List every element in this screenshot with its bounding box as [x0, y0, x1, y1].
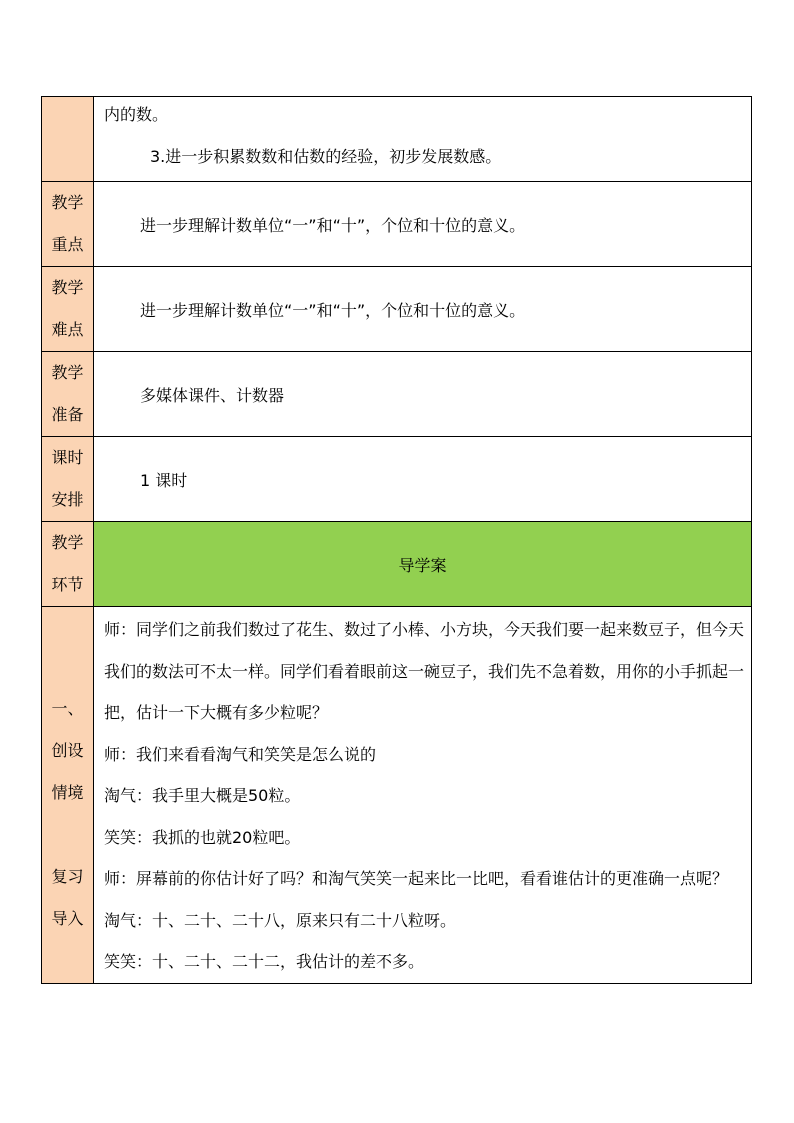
stage-row	[42, 522, 752, 607]
prep-content: 多媒体课件、计数器	[94, 352, 752, 437]
main-section-label	[42, 607, 94, 984]
paragraph-6: 淘气：十、二十、二十八，原来只有二十八粒呀。	[104, 910, 457, 930]
main-label-line-6: 导入	[51, 909, 84, 928]
objective-line-1: 内的数。	[104, 105, 169, 124]
guide-heading: 导学案	[94, 522, 752, 607]
paragraph-1: 师：同学们之前我们数过了花生、数过了小棒、小方块，今天我们要一起来数豆子，但今天我们的数法可不太一样。同学们看着眼前这一碗豆子，我们先不急着数，用你的小手抓起一把，估计一下大概有多少粒呢？	[104, 620, 745, 722]
prep-label: 教学 准备	[42, 352, 94, 437]
paragraph-5: 师：屏幕前的你估计好了吗？和淘气笑笑一起来比一比吧，看看谁估计的更准确一点呢？	[104, 869, 729, 888]
objectives-cell	[94, 97, 752, 182]
objective-line-2: 3.进一步积累数数和估数的经验，初步发展数感。	[150, 147, 502, 166]
main-label-line-1: 一、	[51, 699, 84, 718]
difficulty-row	[42, 267, 752, 352]
focus-label: 教学 重点	[42, 182, 94, 267]
main-label-line-5: 复习	[51, 867, 84, 886]
paragraph-4: 笑笑：我抓的也就20粒吧。	[104, 827, 301, 847]
main-label-line-3: 情境	[51, 783, 84, 802]
main-section-row	[42, 607, 752, 984]
paragraph-7: 笑笑：十、二十、二十二，我估计的差不多。	[104, 952, 425, 971]
main-section-content	[94, 607, 752, 984]
objectives-label-cell	[42, 97, 94, 182]
lesson-plan-table	[41, 96, 752, 984]
objectives-row	[42, 97, 752, 182]
main-label-line-2: 创设	[51, 741, 84, 760]
focus-row	[42, 182, 752, 267]
difficulty-content: 进一步理解计数单位“一”和“十”，个位和十位的意义。	[94, 267, 752, 352]
difficulty-label: 教学 难点	[42, 267, 94, 352]
stage-label: 教学 环节	[42, 522, 94, 607]
paragraph-3: 淘气：我手里大概是50粒。	[104, 786, 301, 805]
schedule-row	[42, 437, 752, 522]
prep-row	[42, 352, 752, 437]
paragraph-2: 师：我们来看看淘气和笑笑是怎么说的	[104, 744, 377, 764]
focus-content: 进一步理解计数单位“一”和“十”，个位和十位的意义。	[94, 182, 752, 267]
lesson-plan-page	[41, 96, 752, 984]
schedule-label: 课时 安排	[42, 437, 94, 522]
schedule-content: 1 课时	[94, 437, 752, 522]
main-label-line-gap	[42, 814, 93, 856]
